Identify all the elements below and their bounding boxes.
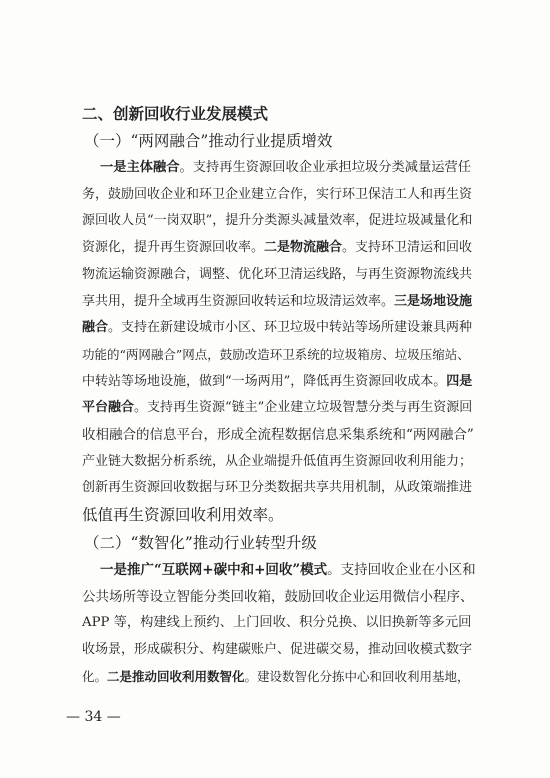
text-run: 资源化，提升再生资源回收率。 [82, 240, 265, 256]
text-run: 中转站等场地设施，做到“一场两用”，降低再生资源回收成本。 [82, 373, 447, 389]
text-run: 享共用，提升全域再生资源回收转运和垃圾清运效率。 [82, 293, 395, 309]
text-run: 。支持环卫清运和回收 [342, 240, 473, 256]
paragraph-line [82, 372, 476, 392]
text-run: 源回收人员“一岗双职”，提升分类源头减量效率，促进垃圾减量化和 [82, 213, 473, 229]
paragraph-line [82, 478, 476, 498]
text-run: 化。 [82, 668, 108, 684]
text-run: 创新再生资源回收数据与环卫分类数据共享共用机制，从政策端推进 [82, 480, 473, 496]
text-run: 。支持回收企业在小区和 [327, 562, 476, 578]
bold-lead-phrase: 一是主体融合 [100, 160, 180, 175]
paragraph-line [82, 238, 476, 258]
text-run: 。支持在新建设城市小区、环卫垃圾中转站等场所建设兼具两种 [108, 320, 473, 336]
paragraph-line [82, 398, 476, 418]
text-run: 。支持再生资源回收企业承担垃圾分类减量运营任 [179, 160, 472, 175]
paragraph-line [82, 211, 476, 231]
bold-lead-phrase: 平台融合 [82, 400, 135, 416]
subsection-heading-digital-intelligence: （二）“数智化”推动行业转型升级 [84, 534, 317, 552]
paragraph-line [82, 345, 476, 365]
paragraph-line [82, 265, 476, 285]
text-run: 公共场所等设立智能分类回收箱，鼓励回收企业运用微信小程序、 [82, 588, 474, 605]
paragraph-line [82, 452, 476, 472]
text-run: 收场景，形成碳积分、构建碳账户、促进碳交易，推动回收模式数字 [82, 642, 473, 658]
paragraph-line [82, 587, 476, 607]
paragraph-line [100, 158, 476, 178]
bold-lead-phrase: 二是推动回收利用数智化 [107, 668, 245, 684]
paragraph-line [82, 185, 476, 205]
bold-lead-phrase: 三是场地设施 [394, 293, 473, 309]
paragraph-line [82, 667, 476, 687]
bold-lead-phrase: 一是推广“互联网+碳中和+回收”模式 [100, 562, 328, 578]
bold-lead-phrase: 融合 [82, 320, 109, 336]
paragraph-line [82, 505, 476, 525]
paragraph-line [82, 613, 476, 633]
paragraph-line [100, 560, 476, 580]
text-run: APP 等，构建线上预约、上门回收、积分兑换、以旧换新等多元回 [82, 615, 472, 631]
text-run: 低值再生资源回收利用效率。 [82, 506, 284, 525]
text-run: 产业链大数据分析系统，从企业端提升低值再生资源回收利用能力； [82, 453, 473, 469]
subsection-heading-two-network-integration: （一）“两网融合”推动行业提质增效 [84, 132, 333, 150]
text-run: 收相融合的信息平台，形成全流程数据信息采集系统和“两网融合” [82, 427, 474, 443]
page-number: — 34 — [66, 709, 121, 725]
section-heading: 二、创新回收行业发展模式 [82, 105, 269, 123]
text-run: 功能的“两网融合”网点，鼓励改造环卫系统的垃圾箱房、垃圾压缩站、 [82, 346, 470, 362]
text-run: 物流运输资源融合，调整、优化环卫清运线路，与再生资源物流线共 [82, 266, 473, 282]
text-run: 。建设数智化分拣中心和回收利用基地， [244, 668, 470, 684]
paragraph-line [82, 640, 476, 660]
text-run: 。支持再生资源“链主”企业建立垃圾智慧分类与再生资源回 [134, 400, 473, 416]
paragraph-line [82, 292, 476, 312]
bold-lead-phrase: 四是 [446, 373, 473, 389]
paragraph-line [82, 318, 476, 338]
bold-lead-phrase: 二是物流融合 [264, 240, 343, 256]
paragraph-line [82, 425, 476, 445]
text-run: 务，鼓励回收企业和环卫企业建立合作，实行环卫保洁工人和再生资 [82, 186, 473, 202]
